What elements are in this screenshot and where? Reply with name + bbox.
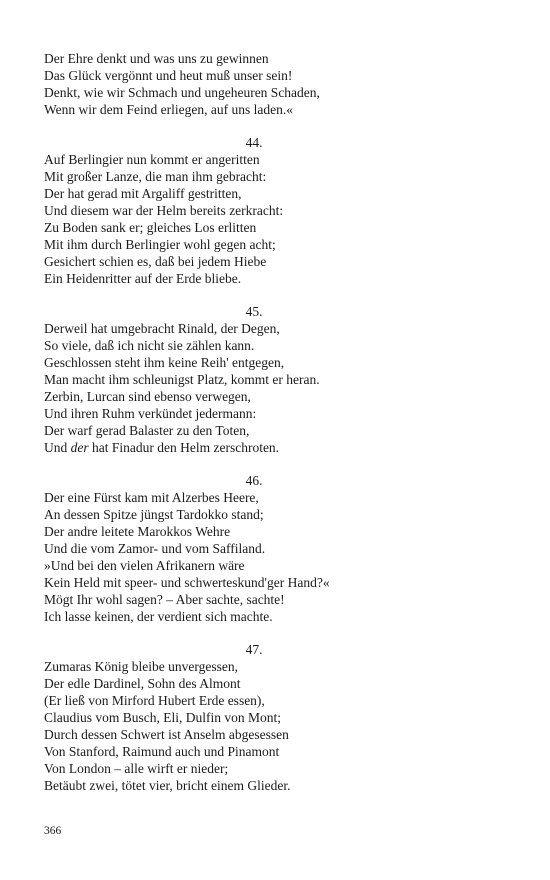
verse-line: Mit großer Lanze, die man ihm gebracht: bbox=[44, 169, 267, 184]
verse-line: Denkt, wie wir Schmach und ungeheuren Schaden, bbox=[44, 85, 320, 100]
verse-line: Und die vom Zamor- und vom Saffiland. bbox=[44, 541, 266, 556]
verse-line: Der Ehre denkt und was uns zu gewinnen bbox=[44, 51, 269, 66]
verse-text: hat Finadur den Helm zerschroten. bbox=[88, 440, 280, 455]
verse-line: Zu Boden sank er; gleiches Los erlitten bbox=[44, 220, 257, 235]
page-number: 366 bbox=[44, 825, 62, 837]
verse-line: Das Glück vergönnt und heut muß unser sein! bbox=[44, 68, 293, 83]
verse-line: Der eine Fürst kam mit Alzerbes Heere, bbox=[44, 490, 259, 505]
verse-line: Gesichert schien es, daß bei jedem Hiebe bbox=[44, 254, 267, 269]
verse-line: Kein Held mit speer- und schwerteskund'ger Hand?« bbox=[44, 575, 330, 590]
stanza-47 bbox=[44, 641, 464, 794]
verse-line: Auf Berlingier nun kommt er angeritten bbox=[44, 152, 260, 167]
verse-line: Man macht ihm schleunigst Platz, kommt er heran. bbox=[44, 372, 320, 387]
verse-line: Zumaras König bleibe unvergessen, bbox=[44, 659, 238, 674]
verse-line: Ich lasse keinen, der verdient sich machte. bbox=[44, 609, 273, 624]
verse-line: Der edle Dardinel, Sohn des Almont bbox=[44, 676, 241, 691]
verse-line: Wenn wir dem Feind erliegen, auf uns laden.« bbox=[44, 102, 293, 117]
verse-line: So viele, daß ich nicht sie zählen kann. bbox=[44, 338, 255, 353]
verse-line: Der warf gerad Balaster zu den Toten, bbox=[44, 423, 250, 438]
verse-line: Von Stanford, Raimund auch und Pinamont bbox=[44, 744, 280, 759]
verse-line: Durch dessen Schwert ist Anselm abgesessen bbox=[44, 727, 289, 742]
stanza-continuation bbox=[44, 50, 464, 118]
stanza-number: 46. bbox=[245, 473, 263, 488]
stanza-number: 44. bbox=[245, 135, 263, 150]
stanza-46 bbox=[44, 472, 464, 625]
verse-text: Und bbox=[44, 440, 71, 455]
stanza-number: 45. bbox=[245, 304, 263, 319]
stanza-44 bbox=[44, 134, 464, 287]
verse-line: Von London – alle wirft er nieder; bbox=[44, 761, 229, 776]
verse-line: Claudius vom Busch, Eli, Dulfin von Mont; bbox=[44, 710, 282, 725]
verse-line: Mögt Ihr wohl sagen? – Aber sachte, sachte! bbox=[44, 592, 285, 607]
verse-line: Und diesem war der Helm bereits zerkracht: bbox=[44, 203, 284, 218]
emphasized-word: der bbox=[70, 440, 89, 455]
verse-line: Ein Heidenritter auf der Erde bliebe. bbox=[44, 271, 242, 286]
verse-line: Geschlossen steht ihm keine Reih' entgegen, bbox=[44, 355, 285, 370]
poem-page bbox=[44, 50, 464, 810]
stanza-45 bbox=[44, 303, 464, 456]
verse-line: Mit ihm durch Berlingier wohl gegen acht; bbox=[44, 237, 276, 252]
verse-line: Zerbin, Lurcan sind ebenso verwegen, bbox=[44, 389, 251, 404]
verse-line: Der hat gerad mit Argaliff gestritten, bbox=[44, 186, 242, 201]
verse-line: Derweil hat umgebracht Rinald, der Degen, bbox=[44, 321, 280, 336]
verse-line: Betäubt zwei, tötet vier, bricht einem Glieder. bbox=[44, 778, 291, 793]
stanza-number: 47. bbox=[245, 642, 263, 657]
verse-line-emphasis bbox=[44, 439, 464, 456]
verse-line: »Und bei den vielen Afrikanern wäre bbox=[44, 558, 245, 573]
verse-line: Der andre leitete Marokkos Wehre bbox=[44, 524, 231, 539]
verse-line: (Er ließ von Mirford Hubert Erde essen), bbox=[44, 693, 265, 708]
verse-line: An dessen Spitze jüngst Tardokko stand; bbox=[44, 507, 264, 522]
verse-line: Und ihren Ruhm verkündet jedermann: bbox=[44, 406, 257, 421]
